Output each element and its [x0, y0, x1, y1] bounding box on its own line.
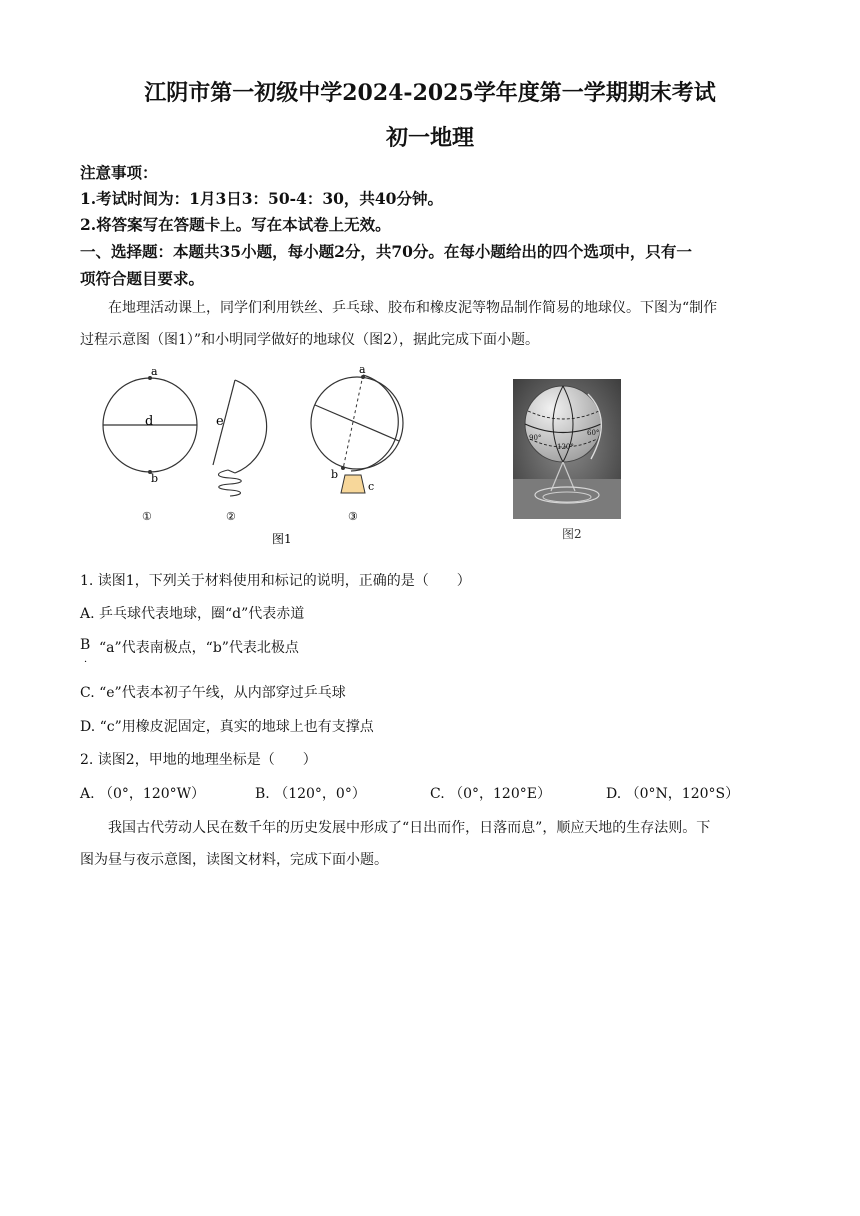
globe-label-120: 120°	[557, 443, 574, 451]
notes-item-2: 2.将答案写在答题卡上。写在本试卷上无效。	[80, 215, 391, 234]
globe-label-60: 60°	[587, 429, 600, 437]
label-b-step3: b	[331, 468, 339, 481]
exam-subtitle: 初一地理	[385, 125, 474, 151]
step-label-3: ③	[348, 510, 358, 523]
figure-1-step-2	[213, 380, 267, 523]
exam-title: 江阴市第一初级中学2024-2025学年度第一学期期末考试	[144, 80, 716, 106]
figure-2-caption: 图2	[562, 527, 582, 541]
notes-item-1: 1.考试时间为：1月3日3：50-4：30，共40分钟。	[80, 189, 443, 208]
q2-option-a: A. （0°，120°W）	[80, 786, 206, 802]
intro2-line1: 我国古代劳动人民在数千年的历史发展中形成了“日出而作，日落而息”，顺应天地的生存法则。下	[108, 820, 711, 836]
intro1-line2: 过程示意图（图1）”和小明同学做好的地球仪（图2），据此完成下面小题。	[80, 332, 539, 348]
q1-option-b: “a”代表南极点，“b”代表北极点	[99, 640, 299, 656]
step-label-2: ②	[226, 510, 236, 523]
q2-option-b: B. （120°，0°）	[255, 786, 366, 802]
step-label-1: ①	[142, 510, 152, 523]
intro1-line1: 在地理活动课上，同学们利用铁丝、乒乓球、胶布和橡皮泥等物品制作简易的地球仪。下图为“制作	[108, 300, 718, 316]
q1-option-b-dot: ．	[84, 654, 94, 665]
figure-1-step-1	[103, 365, 197, 523]
label-c: c	[368, 480, 375, 493]
figure-2-globe-photo	[513, 379, 621, 519]
label-e: e	[216, 414, 224, 429]
globe-label-90: 90°	[529, 434, 542, 442]
notes-heading: 注意事项：	[80, 163, 158, 182]
q2-option-c: C. （0°，120°E）	[430, 786, 551, 802]
q1-option-b-letter: B	[80, 637, 91, 653]
q1-stem: 1. 读图1，下列关于材料使用和标记的说明，正确的是（ ）	[80, 573, 471, 589]
figure-1-step-3	[311, 365, 403, 523]
section-heading-line1: 一、选择题：本题共35小题，每小题2分，共70分。在每小题给出的四个选项中，只有一	[80, 242, 692, 261]
q1-option-c: C. “e”代表本初子午线，从内部穿过乒乓球	[80, 685, 346, 701]
figure-1-caption: 图1	[272, 532, 292, 546]
label-a-step3: a	[359, 365, 366, 376]
label-b-step1: b	[151, 472, 159, 485]
intro2-line2: 图为昼与夜示意图，读图文材料，完成下面小题。	[80, 852, 388, 868]
q1-option-d: D. “c”用橡皮泥固定，真实的地球上也有支撑点	[80, 719, 374, 735]
label-d: d	[145, 414, 154, 429]
section-heading-line2: 项符合题目要求。	[80, 269, 205, 288]
q1-option-a: A. 乒乓球代表地球，圈“d”代表赤道	[80, 606, 305, 622]
q2-stem: 2. 读图2，甲地的地理坐标是（ ）	[80, 752, 317, 768]
figure-1-diagram	[95, 365, 405, 550]
q2-option-d: D. （0°N，120°S）	[606, 786, 740, 802]
label-a-step1: a	[151, 365, 158, 378]
